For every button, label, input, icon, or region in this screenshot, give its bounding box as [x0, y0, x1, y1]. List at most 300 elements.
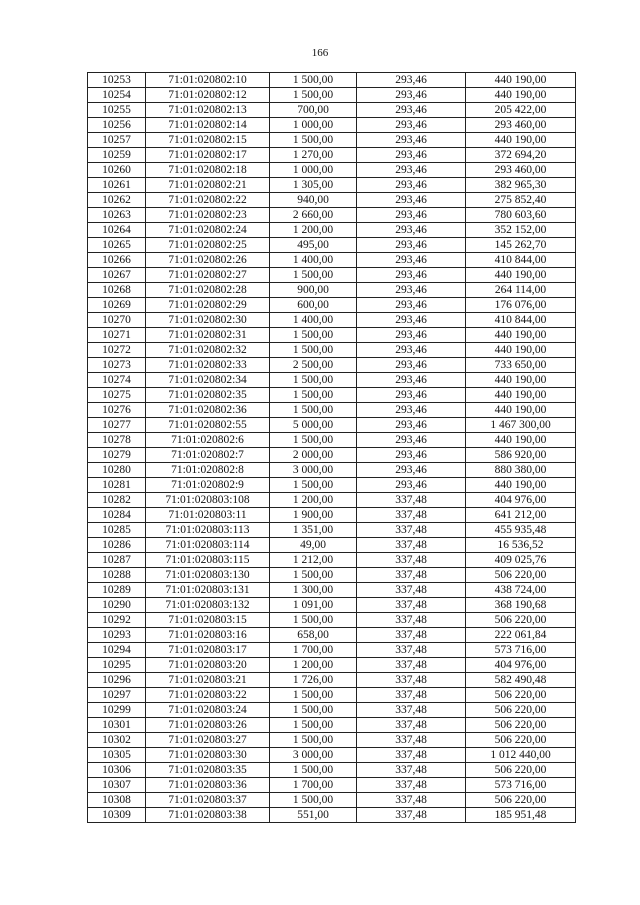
- table-row: [88, 133, 576, 148]
- row-number-cell: 10305: [88, 748, 146, 763]
- cadastral-value-cell: 368 190,68: [466, 598, 576, 613]
- cadastral-number-cell: 71:01:020802:55: [146, 418, 270, 433]
- area-cell: 1 500,00: [270, 733, 357, 748]
- row-number-cell: 10307: [88, 778, 146, 793]
- area-cell: 1 300,00: [270, 583, 357, 598]
- table-row: [88, 808, 576, 823]
- table-row: [88, 598, 576, 613]
- row-number-cell: 10296: [88, 673, 146, 688]
- table-row: [88, 268, 576, 283]
- unit-value-cell: 337,48: [357, 763, 466, 778]
- row-number-cell: 10254: [88, 88, 146, 103]
- cadastral-value-cell: 573 716,00: [466, 778, 576, 793]
- cadastral-number-cell: 71:01:020803:36: [146, 778, 270, 793]
- area-cell: 1 500,00: [270, 388, 357, 403]
- table-row: [88, 478, 576, 493]
- row-number-cell: 10308: [88, 793, 146, 808]
- cadastral-value-cell: 506 220,00: [466, 793, 576, 808]
- unit-value-cell: 337,48: [357, 553, 466, 568]
- unit-value-cell: 293,46: [357, 298, 466, 313]
- cadastral-number-cell: 71:01:020803:130: [146, 568, 270, 583]
- area-cell: 900,00: [270, 283, 357, 298]
- unit-value-cell: 337,48: [357, 508, 466, 523]
- unit-value-cell: 293,46: [357, 418, 466, 433]
- cadastral-number-cell: 71:01:020803:132: [146, 598, 270, 613]
- cadastral-value-cell: 440 190,00: [466, 403, 576, 418]
- unit-value-cell: 293,46: [357, 193, 466, 208]
- table-row: [88, 73, 576, 88]
- cadastral-value-cell: 880 380,00: [466, 463, 576, 478]
- cadastral-number-cell: 71:01:020803:20: [146, 658, 270, 673]
- cadastral-number-cell: 71:01:020802:14: [146, 118, 270, 133]
- unit-value-cell: 293,46: [357, 478, 466, 493]
- cadastral-value-cell: 440 190,00: [466, 268, 576, 283]
- cadastral-value-cell: 506 220,00: [466, 733, 576, 748]
- area-cell: 1 200,00: [270, 658, 357, 673]
- row-number-cell: 10306: [88, 763, 146, 778]
- cadastral-number-cell: 71:01:020802:17: [146, 148, 270, 163]
- unit-value-cell: 293,46: [357, 148, 466, 163]
- table-row: [88, 568, 576, 583]
- row-number-cell: 10270: [88, 313, 146, 328]
- row-number-cell: 10277: [88, 418, 146, 433]
- cadastral-value-cell: 275 852,40: [466, 193, 576, 208]
- cadastral-number-cell: 71:01:020803:113: [146, 523, 270, 538]
- cadastral-number-cell: 71:01:020803:11: [146, 508, 270, 523]
- unit-value-cell: 337,48: [357, 523, 466, 538]
- cadastral-number-cell: 71:01:020802:36: [146, 403, 270, 418]
- table-row: [88, 463, 576, 478]
- table-row: [88, 163, 576, 178]
- cadastral-number-cell: 71:01:020802:10: [146, 73, 270, 88]
- area-cell: 1 000,00: [270, 163, 357, 178]
- unit-value-cell: 337,48: [357, 643, 466, 658]
- cadastral-value-cell: 440 190,00: [466, 73, 576, 88]
- cadastral-number-cell: 71:01:020802:28: [146, 283, 270, 298]
- cadastral-number-cell: 71:01:020803:26: [146, 718, 270, 733]
- area-cell: 1 500,00: [270, 568, 357, 583]
- cadastral-value-cell: 582 490,48: [466, 673, 576, 688]
- area-cell: 2 500,00: [270, 358, 357, 373]
- cadastral-number-cell: 71:01:020802:6: [146, 433, 270, 448]
- area-cell: 1 500,00: [270, 478, 357, 493]
- row-number-cell: 10255: [88, 103, 146, 118]
- area-cell: 1 500,00: [270, 613, 357, 628]
- cadastral-value-cell: 176 076,00: [466, 298, 576, 313]
- cadastral-value-cell: 404 976,00: [466, 493, 576, 508]
- unit-value-cell: 293,46: [357, 178, 466, 193]
- table-row: [88, 703, 576, 718]
- row-number-cell: 10253: [88, 73, 146, 88]
- row-number-cell: 10290: [88, 598, 146, 613]
- area-cell: 1 000,00: [270, 118, 357, 133]
- cadastral-number-cell: 71:01:020802:33: [146, 358, 270, 373]
- table-row: [88, 118, 576, 133]
- cadastral-value-cell: 733 650,00: [466, 358, 576, 373]
- cadastral-value-cell: 573 716,00: [466, 643, 576, 658]
- row-number-cell: 10292: [88, 613, 146, 628]
- cadastral-value-cell: 506 220,00: [466, 718, 576, 733]
- area-cell: 1 700,00: [270, 778, 357, 793]
- cadastral-number-cell: 71:01:020803:15: [146, 613, 270, 628]
- cadastral-number-cell: 71:01:020803:21: [146, 673, 270, 688]
- unit-value-cell: 293,46: [357, 208, 466, 223]
- cadastral-value-cell: 145 262,70: [466, 238, 576, 253]
- area-cell: 551,00: [270, 808, 357, 823]
- unit-value-cell: 337,48: [357, 718, 466, 733]
- table-row: [88, 523, 576, 538]
- row-number-cell: 10268: [88, 283, 146, 298]
- row-number-cell: 10273: [88, 358, 146, 373]
- unit-value-cell: 293,46: [357, 358, 466, 373]
- row-number-cell: 10256: [88, 118, 146, 133]
- unit-value-cell: 293,46: [357, 253, 466, 268]
- cadastral-number-cell: 71:01:020802:31: [146, 328, 270, 343]
- table-row: [88, 613, 576, 628]
- cadastral-number-cell: 71:01:020803:115: [146, 553, 270, 568]
- table-row: [88, 178, 576, 193]
- row-number-cell: 10257: [88, 133, 146, 148]
- unit-value-cell: 293,46: [357, 313, 466, 328]
- unit-value-cell: 337,48: [357, 568, 466, 583]
- unit-value-cell: 293,46: [357, 448, 466, 463]
- cadastral-number-cell: 71:01:020803:16: [146, 628, 270, 643]
- unit-value-cell: 293,46: [357, 328, 466, 343]
- table-row: [88, 643, 576, 658]
- row-number-cell: 10276: [88, 403, 146, 418]
- cadastral-number-cell: 71:01:020802:8: [146, 463, 270, 478]
- area-cell: 700,00: [270, 103, 357, 118]
- cadastral-number-cell: 71:01:020802:9: [146, 478, 270, 493]
- row-number-cell: 10293: [88, 628, 146, 643]
- area-cell: 2 660,00: [270, 208, 357, 223]
- area-cell: 1 700,00: [270, 643, 357, 658]
- cadastral-value-cell: 409 025,76: [466, 553, 576, 568]
- row-number-cell: 10271: [88, 328, 146, 343]
- area-cell: 1 726,00: [270, 673, 357, 688]
- table-row: [88, 763, 576, 778]
- table-row: [88, 253, 576, 268]
- cadastral-value-cell: 506 220,00: [466, 613, 576, 628]
- cadastral-number-cell: 71:01:020803:27: [146, 733, 270, 748]
- row-number-cell: 10261: [88, 178, 146, 193]
- row-number-cell: 10288: [88, 568, 146, 583]
- table-row: [88, 103, 576, 118]
- table-row: [88, 88, 576, 103]
- table-row: [88, 343, 576, 358]
- row-number-cell: 10267: [88, 268, 146, 283]
- area-cell: 495,00: [270, 238, 357, 253]
- row-number-cell: 10278: [88, 433, 146, 448]
- cadastral-number-cell: 71:01:020802:12: [146, 88, 270, 103]
- cadastral-value-cell: 16 536,52: [466, 538, 576, 553]
- unit-value-cell: 337,48: [357, 688, 466, 703]
- cadastral-value-cell: 440 190,00: [466, 388, 576, 403]
- cadastral-value-cell: 641 212,00: [466, 508, 576, 523]
- cadastral-value-cell: 205 422,00: [466, 103, 576, 118]
- area-cell: 1 500,00: [270, 343, 357, 358]
- row-number-cell: 10275: [88, 388, 146, 403]
- unit-value-cell: 337,48: [357, 583, 466, 598]
- row-number-cell: 10259: [88, 148, 146, 163]
- area-cell: 1 500,00: [270, 433, 357, 448]
- cadastral-number-cell: 71:01:020802:24: [146, 223, 270, 238]
- cadastral-number-cell: 71:01:020802:34: [146, 373, 270, 388]
- row-number-cell: 10272: [88, 343, 146, 358]
- cadastral-number-cell: 71:01:020802:30: [146, 313, 270, 328]
- table-row: [88, 538, 576, 553]
- cadastral-value-cell: 506 220,00: [466, 688, 576, 703]
- row-number-cell: 10262: [88, 193, 146, 208]
- cadastral-value-cell: 1 467 300,00: [466, 418, 576, 433]
- area-cell: 3 000,00: [270, 463, 357, 478]
- cadastral-number-cell: 71:01:020802:27: [146, 268, 270, 283]
- unit-value-cell: 293,46: [357, 373, 466, 388]
- unit-value-cell: 337,48: [357, 673, 466, 688]
- unit-value-cell: 337,48: [357, 808, 466, 823]
- table-row: [88, 238, 576, 253]
- unit-value-cell: 293,46: [357, 283, 466, 298]
- area-cell: 1 500,00: [270, 88, 357, 103]
- cadastral-value-cell: 185 951,48: [466, 808, 576, 823]
- unit-value-cell: 293,46: [357, 343, 466, 358]
- area-cell: 1 200,00: [270, 223, 357, 238]
- cadastral-value-cell: 410 844,00: [466, 313, 576, 328]
- area-cell: 49,00: [270, 538, 357, 553]
- row-number-cell: 10284: [88, 508, 146, 523]
- cadastral-value-cell: 506 220,00: [466, 568, 576, 583]
- area-cell: 1 500,00: [270, 328, 357, 343]
- table-row: [88, 748, 576, 763]
- area-cell: 1 500,00: [270, 133, 357, 148]
- area-cell: 1 500,00: [270, 763, 357, 778]
- cadastral-value-cell: 440 190,00: [466, 433, 576, 448]
- area-cell: 1 500,00: [270, 793, 357, 808]
- row-number-cell: 10274: [88, 373, 146, 388]
- cadastral-number-cell: 71:01:020803:17: [146, 643, 270, 658]
- cadastral-value-cell: 372 694,20: [466, 148, 576, 163]
- cadastral-value-cell: 780 603,60: [466, 208, 576, 223]
- unit-value-cell: 293,46: [357, 88, 466, 103]
- table-row: [88, 658, 576, 673]
- table-row: [88, 553, 576, 568]
- table-row: [88, 373, 576, 388]
- area-cell: 1 212,00: [270, 553, 357, 568]
- cadastral-number-cell: 71:01:020802:21: [146, 178, 270, 193]
- unit-value-cell: 293,46: [357, 463, 466, 478]
- unit-value-cell: 293,46: [357, 268, 466, 283]
- cadastral-number-cell: 71:01:020803:22: [146, 688, 270, 703]
- cadastral-value-cell: 438 724,00: [466, 583, 576, 598]
- row-number-cell: 10289: [88, 583, 146, 598]
- unit-value-cell: 293,46: [357, 238, 466, 253]
- unit-value-cell: 293,46: [357, 73, 466, 88]
- cadastral-number-cell: 71:01:020803:37: [146, 793, 270, 808]
- area-cell: 3 000,00: [270, 748, 357, 763]
- area-cell: 1 500,00: [270, 268, 357, 283]
- area-cell: 1 270,00: [270, 148, 357, 163]
- area-cell: 1 500,00: [270, 688, 357, 703]
- cadastral-value-cell: 440 190,00: [466, 328, 576, 343]
- table-row: [88, 628, 576, 643]
- table-row: [88, 358, 576, 373]
- area-cell: 2 000,00: [270, 448, 357, 463]
- table-row: [88, 313, 576, 328]
- cadastral-number-cell: 71:01:020803:35: [146, 763, 270, 778]
- table-body: [88, 73, 576, 823]
- row-number-cell: 10263: [88, 208, 146, 223]
- unit-value-cell: 293,46: [357, 388, 466, 403]
- cadastral-value-cell: 382 965,30: [466, 178, 576, 193]
- unit-value-cell: 337,48: [357, 658, 466, 673]
- area-cell: 600,00: [270, 298, 357, 313]
- unit-value-cell: 293,46: [357, 223, 466, 238]
- table-row: [88, 583, 576, 598]
- area-cell: 1 305,00: [270, 178, 357, 193]
- cadastral-number-cell: 71:01:020802:13: [146, 103, 270, 118]
- row-number-cell: 10302: [88, 733, 146, 748]
- unit-value-cell: 337,48: [357, 628, 466, 643]
- unit-value-cell: 337,48: [357, 538, 466, 553]
- cadastral-number-cell: 71:01:020803:38: [146, 808, 270, 823]
- row-number-cell: 10265: [88, 238, 146, 253]
- cadastral-number-cell: 71:01:020802:32: [146, 343, 270, 358]
- table-row: [88, 688, 576, 703]
- unit-value-cell: 293,46: [357, 433, 466, 448]
- table-row: [88, 508, 576, 523]
- cadastral-number-cell: 71:01:020803:30: [146, 748, 270, 763]
- cadastral-value-cell: 440 190,00: [466, 343, 576, 358]
- row-number-cell: 10287: [88, 553, 146, 568]
- row-number-cell: 10269: [88, 298, 146, 313]
- cadastral-number-cell: 71:01:020802:15: [146, 133, 270, 148]
- table-row: [88, 718, 576, 733]
- unit-value-cell: 337,48: [357, 703, 466, 718]
- unit-value-cell: 293,46: [357, 118, 466, 133]
- unit-value-cell: 293,46: [357, 103, 466, 118]
- page-number: 166: [311, 47, 329, 59]
- area-cell: 658,00: [270, 628, 357, 643]
- cadastral-number-cell: 71:01:020803:24: [146, 703, 270, 718]
- cadastral-number-cell: 71:01:020802:29: [146, 298, 270, 313]
- row-number-cell: 10266: [88, 253, 146, 268]
- row-number-cell: 10260: [88, 163, 146, 178]
- table-row: [88, 733, 576, 748]
- cadastral-value-cell: 352 152,00: [466, 223, 576, 238]
- table-row: [88, 148, 576, 163]
- cadastral-number-cell: 71:01:020802:25: [146, 238, 270, 253]
- table-row: [88, 433, 576, 448]
- table-row: [88, 493, 576, 508]
- cadastral-value-cell: 455 935,48: [466, 523, 576, 538]
- row-number-cell: 10281: [88, 478, 146, 493]
- cadastral-number-cell: 71:01:020802:7: [146, 448, 270, 463]
- area-cell: 1 351,00: [270, 523, 357, 538]
- table-row: [88, 388, 576, 403]
- area-cell: 1 400,00: [270, 313, 357, 328]
- cadastral-value-cell: 293 460,00: [466, 118, 576, 133]
- row-number-cell: 10286: [88, 538, 146, 553]
- area-cell: 1 200,00: [270, 493, 357, 508]
- cadastral-number-cell: 71:01:020802:26: [146, 253, 270, 268]
- table-row: [88, 193, 576, 208]
- row-number-cell: 10295: [88, 658, 146, 673]
- area-cell: 1 500,00: [270, 703, 357, 718]
- table-row: [88, 298, 576, 313]
- table-row: [88, 793, 576, 808]
- unit-value-cell: 293,46: [357, 403, 466, 418]
- unit-value-cell: 337,48: [357, 748, 466, 763]
- area-cell: 5 000,00: [270, 418, 357, 433]
- cadastral-number-cell: 71:01:020802:18: [146, 163, 270, 178]
- row-number-cell: 10297: [88, 688, 146, 703]
- row-number-cell: 10280: [88, 463, 146, 478]
- table-row: [88, 448, 576, 463]
- table-row: [88, 403, 576, 418]
- cadastral-number-cell: 71:01:020802:23: [146, 208, 270, 223]
- cadastral-number-cell: 71:01:020802:35: [146, 388, 270, 403]
- cadastral-value-cell: 410 844,00: [466, 253, 576, 268]
- unit-value-cell: 293,46: [357, 163, 466, 178]
- row-number-cell: 10264: [88, 223, 146, 238]
- area-cell: 1 900,00: [270, 508, 357, 523]
- area-cell: 1 500,00: [270, 73, 357, 88]
- cadastral-value-cell: 440 190,00: [466, 373, 576, 388]
- unit-value-cell: 293,46: [357, 133, 466, 148]
- cadastral-number-cell: 71:01:020803:114: [146, 538, 270, 553]
- unit-value-cell: 337,48: [357, 598, 466, 613]
- area-cell: 1 500,00: [270, 373, 357, 388]
- cadastral-value-cell: 404 976,00: [466, 658, 576, 673]
- cadastral-value-table: [87, 72, 576, 823]
- cadastral-number-cell: 71:01:020803:131: [146, 583, 270, 598]
- table-row: [88, 283, 576, 298]
- area-cell: 940,00: [270, 193, 357, 208]
- cadastral-value-cell: 264 114,00: [466, 283, 576, 298]
- cadastral-number-cell: 71:01:020803:108: [146, 493, 270, 508]
- row-number-cell: 10282: [88, 493, 146, 508]
- row-number-cell: 10301: [88, 718, 146, 733]
- area-cell: 1 500,00: [270, 403, 357, 418]
- area-cell: 1 500,00: [270, 718, 357, 733]
- unit-value-cell: 337,48: [357, 733, 466, 748]
- cadastral-value-cell: 586 920,00: [466, 448, 576, 463]
- table-row: [88, 223, 576, 238]
- cadastral-value-cell: 506 220,00: [466, 763, 576, 778]
- row-number-cell: 10299: [88, 703, 146, 718]
- cadastral-value-cell: 440 190,00: [466, 478, 576, 493]
- cadastral-value-cell: 506 220,00: [466, 703, 576, 718]
- table-row: [88, 418, 576, 433]
- table-row: [88, 208, 576, 223]
- area-cell: 1 091,00: [270, 598, 357, 613]
- area-cell: 1 400,00: [270, 253, 357, 268]
- cadastral-value-cell: 440 190,00: [466, 133, 576, 148]
- row-number-cell: 10309: [88, 808, 146, 823]
- unit-value-cell: 337,48: [357, 793, 466, 808]
- row-number-cell: 10285: [88, 523, 146, 538]
- table-row: [88, 328, 576, 343]
- row-number-cell: 10294: [88, 643, 146, 658]
- cadastral-value-cell: 1 012 440,00: [466, 748, 576, 763]
- cadastral-value-cell: 293 460,00: [466, 163, 576, 178]
- row-number-cell: 10279: [88, 448, 146, 463]
- cadastral-number-cell: 71:01:020802:22: [146, 193, 270, 208]
- table-row: [88, 673, 576, 688]
- unit-value-cell: 337,48: [357, 778, 466, 793]
- unit-value-cell: 337,48: [357, 613, 466, 628]
- table-row: [88, 778, 576, 793]
